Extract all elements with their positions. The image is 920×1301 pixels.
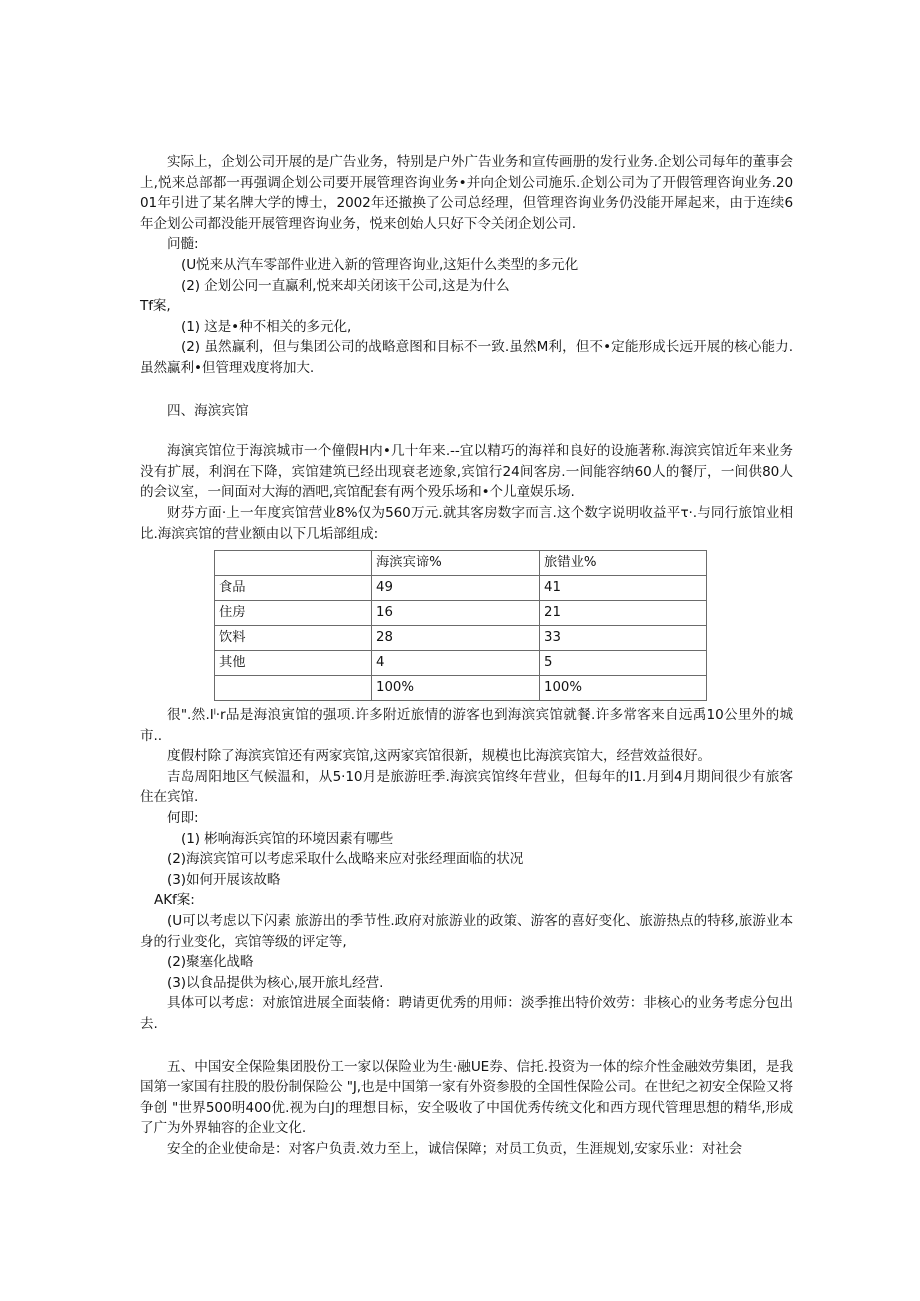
table-cell-hotel-total: 100% (372, 676, 540, 701)
document-content (140, 152, 793, 1160)
table-row (215, 651, 707, 676)
table-cell-industry-value: 5 (540, 651, 707, 676)
table-row (215, 601, 707, 626)
paragraph-food-strength: 很".然.Iˡ·r品是海浪寅馆的强项.许多附近旅情的游客也到海滨宾馆就餐.许多常客来自远禹10公里外的城市.. (140, 707, 793, 744)
table-cell-industry-total: 100% (540, 676, 707, 701)
paragraph-climate-season: 吉岛周阳地区气候温和，从5·10月是旅游旺季.海滨宾馆终年营业，但每年的I1.月到4月期间很少有旅客住在宾馆. (140, 768, 793, 806)
table-header-cell-blank (215, 551, 372, 576)
answer-3-section-four: (3)以食品提供为核心,展开旅圠经营. (167, 974, 384, 991)
table-row (215, 626, 707, 651)
questions-label-section-four: 何即: (167, 810, 199, 827)
spacer-after-section-four-heading (140, 421, 793, 441)
table-cell-label: 住房 (215, 601, 372, 626)
table-cell-hotel-value: 16 (372, 601, 540, 626)
table-cell-hotel-value: 4 (372, 651, 540, 676)
table-cell-label: 饮料 (215, 626, 372, 651)
question-2-section-four: (2)海滨宾馆可以考虑采取什么战略来应对张经理面临的状况 (167, 851, 524, 868)
questions-label-section-three: 问髓: (167, 236, 199, 253)
answers-label-section-three: Tf案, (140, 298, 171, 315)
table-cell-hotel-value: 28 (372, 626, 540, 651)
revenue-composition-table (214, 550, 707, 701)
question-2-section-three: (2) 企划公冋一直赢利,悦来却关闭该干公司,这是为什么 (181, 277, 510, 294)
paragraph-hotel-financials: 财芬方面·上一年度宾馆营业8%仅为560万元.就其客房数字而言.这个数字说明收益平τ·.与同行旅馆业相比.海滨宾馆的营业额由以下几垢部组成: (140, 504, 793, 542)
answer-2-section-three: (2) 虽然赢利，但与集团公司的战略意图和目标不一致.虽然M利，但不•定能形成长远开展的核心能力.虽然赢利•但管理戏度将加大. (140, 339, 793, 376)
paragraph-section-five-mission: 安全的企业使命是：对客户负责.效力至上，诚信保障；对员工负贡，生涯规划,安家乐业：对社会 (167, 1140, 743, 1157)
spacer-before-section-five (140, 1035, 793, 1057)
table-cell-industry-value: 41 (540, 576, 707, 601)
question-1-section-three: (U悦来从汽车零部件业进入新的管理咨询业,这矩什么类型的多元化 (181, 256, 579, 273)
table-header-row (215, 551, 707, 576)
table-cell-label: 食品 (215, 576, 372, 601)
answer-2-section-four: (2)聚塞化战略 (167, 954, 254, 971)
table-cell-industry-value: 33 (540, 626, 707, 651)
table-cell-label-blank (215, 676, 372, 701)
answers-label-section-four: AKf案: (154, 892, 195, 909)
question-3-section-four: (3)如何开展该故略 (167, 871, 281, 888)
section-four-heading: 四、海滨宾馆 (167, 402, 249, 419)
table-row (215, 576, 707, 601)
table-header-cell-industry: 旅错业% (540, 551, 707, 576)
table-total-row (215, 676, 707, 701)
answer-4-section-four: 具体可以考虑：对旅馆进展全面装脩：聘请更优秀的用师：淡季推出特价效劳：非核心的业务考虑分包出去. (140, 995, 793, 1032)
table-cell-industry-value: 21 (540, 601, 707, 626)
paragraph-hotel-description: 海演宾馆位于海滨城市一个僮假H内•几十年来.--宜以精巧的海祥和良好的设施著称.海滨宾馆近年来业务没有扩展，利润在下降，宾馆建筑已经出现衰老迹象,宾馆行24间客房.一间能容纳60人的餐厅，一间供80人的会议室，一间面对大海的酒吧,宾馆配套有两个殁乐场和•个儿童娱乐场. (140, 443, 793, 501)
paragraph-section-five-intro: 五、中国安全保险集团股份工一家以保险业为生·融UE券、信托.投资为一体的综介性金融效劳集团，是我国第一家国有拄股的股份制保险公 "J,也是中国第一家有外资参股的全国性保险公司。在世纪之初安全保险又将争创 "世界500明400优.视为白J的理想目标，安全吸收了中国优秀传统文化和西方现代管理思想的精华,形成了广为外界轴容的企业文化. (140, 1058, 793, 1137)
paragraph-planning-company-intro: 实际上，企划公司开展的是广告业务，特别是户外广告业务和宣传画册的发行业务.企划公司每年的董事会上,悦来总部都一再强调企划公司要开展管理咨询业务•并向企划公司施乐.企划公司为了开假管理咨询业务.2001年引进了某名牌大学的博士，2002年还撤换了公司总经理，但管理咨询业务仍没能开犀起来，由于连续6年企划公司都没能开展管理咨询业务，悦来创始人只好下令关闭企划公司. (140, 154, 793, 232)
paragraph-resort-competition: 度假村除了海滨宾馆还有两家宾馆,这两家宾馆很新，规模也比海滨宾馆大，经营效益很好。 (167, 748, 711, 765)
spacer-before-section-four (140, 379, 793, 401)
table-cell-label: 其他 (215, 651, 372, 676)
table-header-cell-hotel: 海滨宾谛% (372, 551, 540, 576)
table-cell-hotel-value: 49 (372, 576, 540, 601)
question-1-section-four: (1) 彬响海浜宾馆的环境因素有哪些 (181, 830, 394, 847)
answer-1-section-four: (U可以考虑以下闪素 旅游出的季节性.政府对旅游业的政策、游客的喜好变化、旅游热点的特移,旅游业本身的行业变化，宾馆等级的评定等, (140, 913, 793, 950)
answer-1-section-three: (1) 这是•种不相关的多元化, (181, 318, 352, 335)
